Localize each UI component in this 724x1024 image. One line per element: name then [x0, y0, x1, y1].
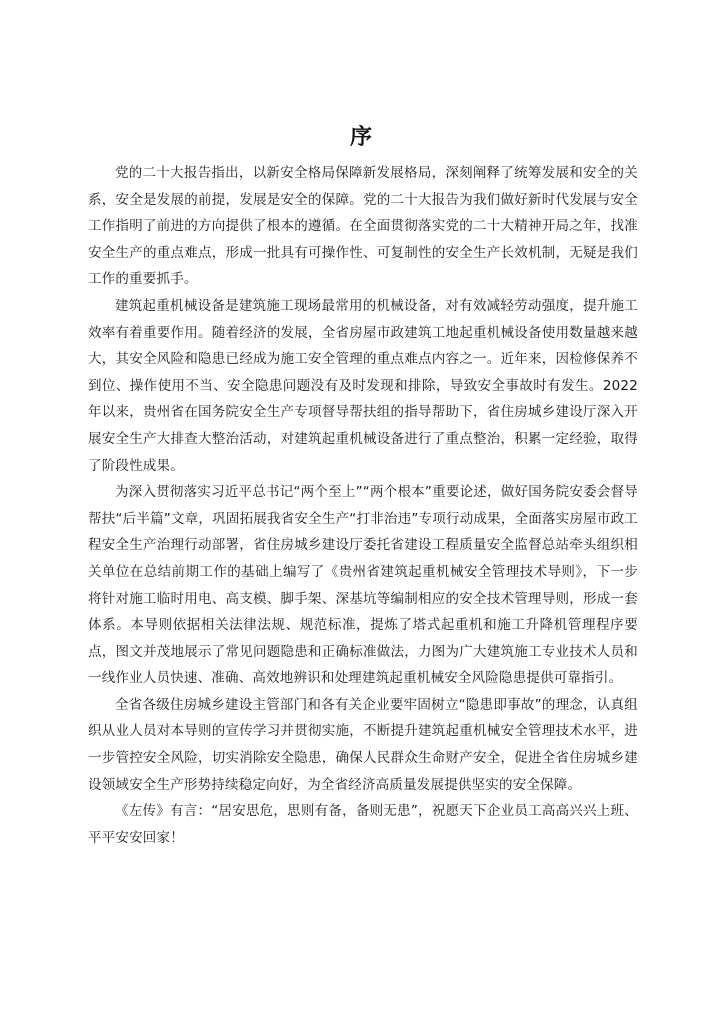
preface-body — [88, 160, 638, 851]
paragraph-5: 《左传》有言：“居安思危，思则有备，备则无患”，祝愿天下企业员工高高兴兴上班、平平安安回家！ — [88, 803, 638, 846]
paragraph-4: 全省各级住房城乡建设主管部门和各有关企业要牢固树立“隐患即事故”的理念，认真组织从业人员对本导则的宣传学习并贯彻实施，不断提升建筑起重机械安全管理技术水平，进一步管控安全风险，切实消除安全隐患，确保人民群众生命财产安全，促进全省住房城乡建设领域安全生产形势持续稳定向好，为全省经济高质量发展提供坚实的安全保障。 — [88, 696, 638, 793]
paragraph-3: 为深入贯彻落实习近平总书记“两个至上”“两个根本”重要论述，做好国务院安委会督导帮扶“后半篇”文章，巩固拓展我省安全生产“打非治违”专项行动成果，全面落实房屋市政工程安全生产治理行动部署，省住房城乡建设厅委托省建设工程质量安全监督总站牵头组织相关单位在总结前期工作的基础上编写了《贵州省建筑起重机械安全管理技术导则》，下一步将针对施工临时用电、高支模、脚手架、深基坑等编制相应的安全技术管理导则，形成一套体系。本导则依据相关法律法规、规范标准，提炼了塔式起重机和施工升降机管理程序要点，图文并茂地展示了常见问题隐患和正确标准做法，力图为广大建筑施工专业技术人员和一线作业人员快速、准确、高效地辨识和处理建筑起重机械安全风险隐患提供可靠指引。 — [88, 484, 638, 687]
paragraph-2: 建筑起重机械设备是建筑施工现场最常用的机械设备，对有效减轻劳动强度，提升施工效率有着重要作用。随着经济的发展，全省房屋市政建筑工地起重机械设备使用数量越来越大，其安全风险和隐患已经成为施工安全管理的重点难点内容之一。近年来，因检修保养不到位、操作使用不当、安全隐患问题没有及时发现和排除，导致安全事故时有发生。2022年以来，贵州省在国务院安全生产专项督导帮扶组的指导帮助下，省住房城乡建设厅深入开展安全生产大排查大整治活动，对建筑起重机械设备进行了重点整治，积累一定经验，取得了阶段性成果。 — [88, 297, 638, 474]
paragraph-1: 党的二十大报告指出，以新安全格局保障新发展格局，深刻阐释了统筹发展和安全的关系，安全是发展的前提，发展是安全的保障。党的二十大报告为我们做好新时代发展与安全工作指明了前进的方向提供了根本的遵循。在全面贯彻落实党的二十大精神开局之年，找准安全生产的重点难点，形成一批具有可操作性、可复制性的安全生产长效机制，无疑是我们工作的重要抓手。 — [88, 165, 638, 288]
page-title: 序 — [349, 125, 374, 150]
